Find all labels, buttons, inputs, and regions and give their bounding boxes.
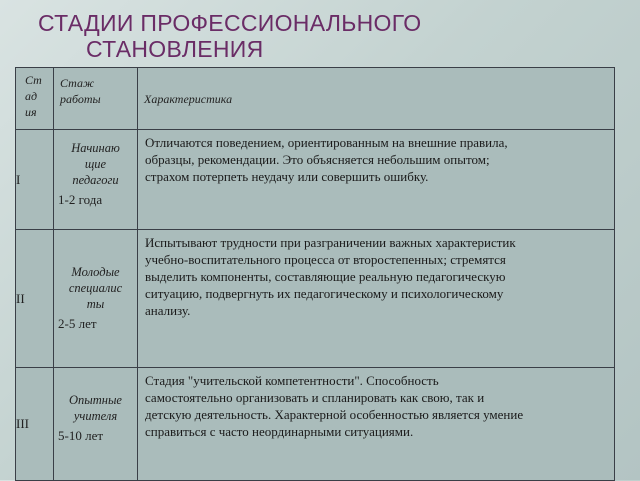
- role-text: учителя: [73, 409, 118, 423]
- description-line: справиться с часто неординарными ситуациями.: [145, 424, 414, 439]
- title-line-1: СТАДИИ ПРОФЕССИОНАЛЬНОГО: [38, 10, 422, 36]
- role-text: щие: [84, 157, 107, 171]
- stage-number: I: [16, 130, 54, 230]
- table-row: [16, 230, 615, 368]
- description-line: детскую деятельность. Характерной особенностью является умение: [145, 407, 524, 422]
- description-line: выделить компоненты, составляющие реальную педагогическую: [145, 269, 506, 284]
- role-text: Молодые: [71, 265, 120, 279]
- years-text: 2-5 лет: [58, 316, 97, 331]
- description-line: Отличаются поведением, ориентированным на внешние правила,: [145, 135, 508, 150]
- role-text: Начинаю: [71, 141, 120, 155]
- header-experience-text: работы: [60, 92, 101, 106]
- header-experience-cell: [54, 68, 138, 130]
- header-experience-text: Стаж: [60, 76, 95, 90]
- header-stage-text: ад: [25, 89, 38, 103]
- header-stage-text: Ст: [25, 73, 42, 87]
- stage-number: III: [16, 368, 54, 481]
- role-text: педагоги: [72, 173, 119, 187]
- title-line-2: СТАНОВЛЕНИЯ: [86, 36, 264, 62]
- header-characteristic-text: Характеристика: [144, 92, 233, 106]
- description-line: Стадия "учительской компетентности". Способность: [145, 373, 439, 388]
- stage-number: II: [16, 230, 54, 368]
- description-cell: [138, 130, 615, 230]
- header-stage-cell: [16, 68, 54, 130]
- slide-title: [38, 10, 421, 62]
- description-line: самостоятельно организовать и спланировать как свою, так и: [145, 390, 485, 405]
- description-line: образцы, рекомендации. Это объясняется небольшим опытом;: [145, 152, 490, 167]
- description-line: Испытывают трудности при разграничении важных характеристик: [145, 235, 516, 250]
- header-stage-text: ия: [25, 105, 37, 119]
- role-text: Опытные: [69, 393, 122, 407]
- experience-cell: [54, 368, 138, 481]
- description-line: страхом потерпеть неудачу или совершить ошибку.: [145, 169, 429, 184]
- table-header-row: [16, 68, 615, 130]
- years-text: 5-10 лет: [58, 428, 104, 443]
- header-characteristic-cell: [138, 68, 615, 130]
- description-cell: [138, 230, 615, 368]
- role-text: специалис: [68, 281, 123, 295]
- description-line: анализу.: [145, 303, 191, 318]
- description-line: учебно-воспитательного процесса от второстепенных; стремятся: [145, 252, 506, 267]
- experience-cell: [54, 230, 138, 368]
- table-row: [16, 130, 615, 230]
- years-text: 1-2 года: [58, 192, 103, 207]
- description-cell: [138, 368, 615, 481]
- experience-cell: [54, 130, 138, 230]
- description-line: ситуацию, подвергнуть их педагогическому и психологическому: [145, 286, 504, 301]
- role-text: ты: [86, 297, 105, 311]
- stages-table: [15, 67, 615, 481]
- table-row: [16, 368, 615, 481]
